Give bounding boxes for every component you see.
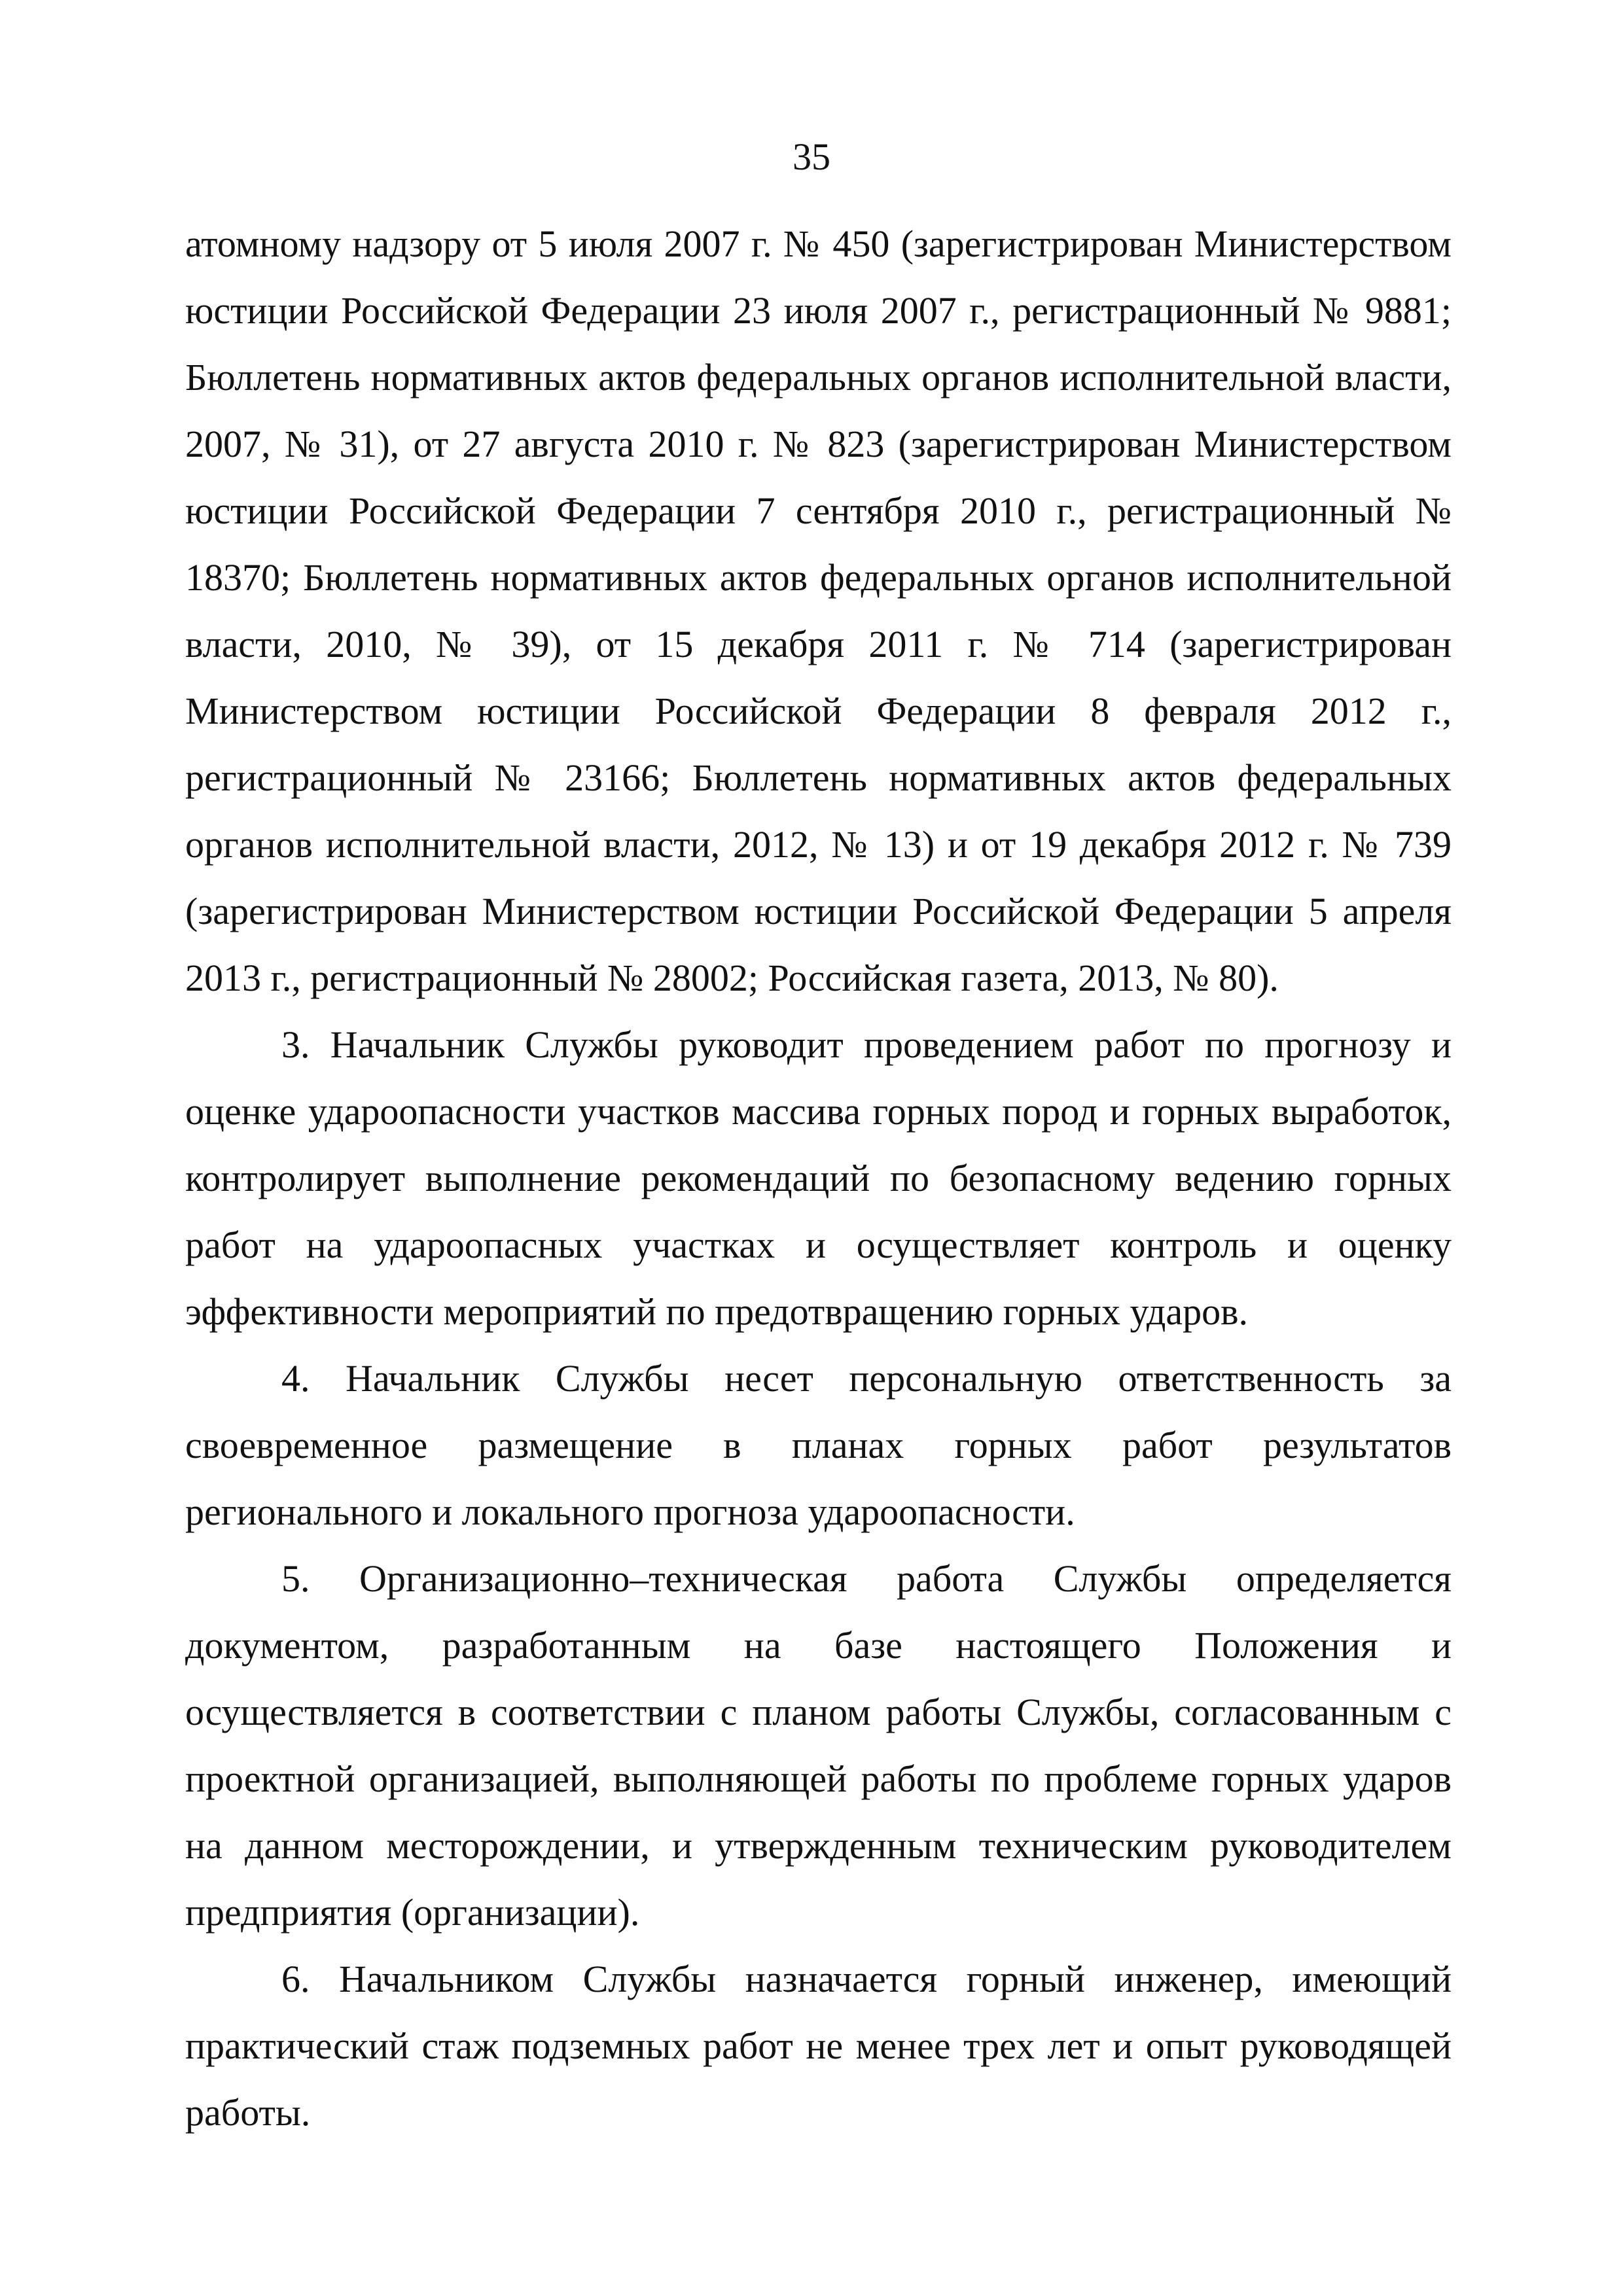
paragraph-item-6: 6. Начальником Службы назначается горный инженер, имеющий практический стаж подземных работ не менее трех лет и опыт руководящей работы.: [185, 1958, 1452, 2134]
paragraph-item-3: 3. Начальник Службы руководит проведением работ по прогнозу и оценке удароопасности участков массива горных пород и горных выработок, контролирует выполнение рекомендаций по безопасному ведению горных работ на удароопасных участках и осуществляет контроль и оценку эффективности мероприятий по предотвращению горных ударов.: [185, 1023, 1452, 1333]
paragraph-item-5: 5. Организационно–техническая работа Службы определяется документом, разработанным на базе настоящего Положения и осуществляется в соответствии с планом работы Службы, согласованным с проектной организацией, выполняющей работы по проблеме горных ударов на данном месторождении, и утвержденным техническим руководителем предприятия (организации).: [185, 1557, 1452, 1934]
page-number: 35: [793, 135, 830, 178]
paragraph-item-4: 4. Начальник Службы несет персональную ответственность за своевременное размещение в планах горных работ результатов регионального и локального прогноза удароопасности.: [185, 1357, 1452, 1533]
paragraph-continuation: атомному надзору от 5 июля 2007 г. № 450 (зарегистрирован Министерством юстиции Российской Федерации 23 июля 2007 г., регистрационный № 9881; Бюллетень нормативных актов федеральных органов исполнительной власти, 2007, № 31), от 27 августа 2010 г. № 823 (зарегистрирован Министерством юстиции Российской Федерации 7 сентября 2010 г., регистрационный № 18370; Бюллетень нормативных актов федеральных органов исполнительной власти, 2010, № 39), от 15 декабря 2011 г. № 714 (зарегистрирован Министерством юстиции Российской Федерации 8 февраля 2012 г., регистрационный № 23166; Бюллетень нормативных актов федеральных органов исполнительной власти, 2012, № 13) и от 19 декабря 2012 г. № 739 (зарегистрирован Министерством юстиции Российской Федерации 5 апреля 2013 г., регистрационный № 28002; Российская газета, 2013, № 80).: [185, 222, 1452, 999]
document-body: [185, 211, 1452, 2146]
